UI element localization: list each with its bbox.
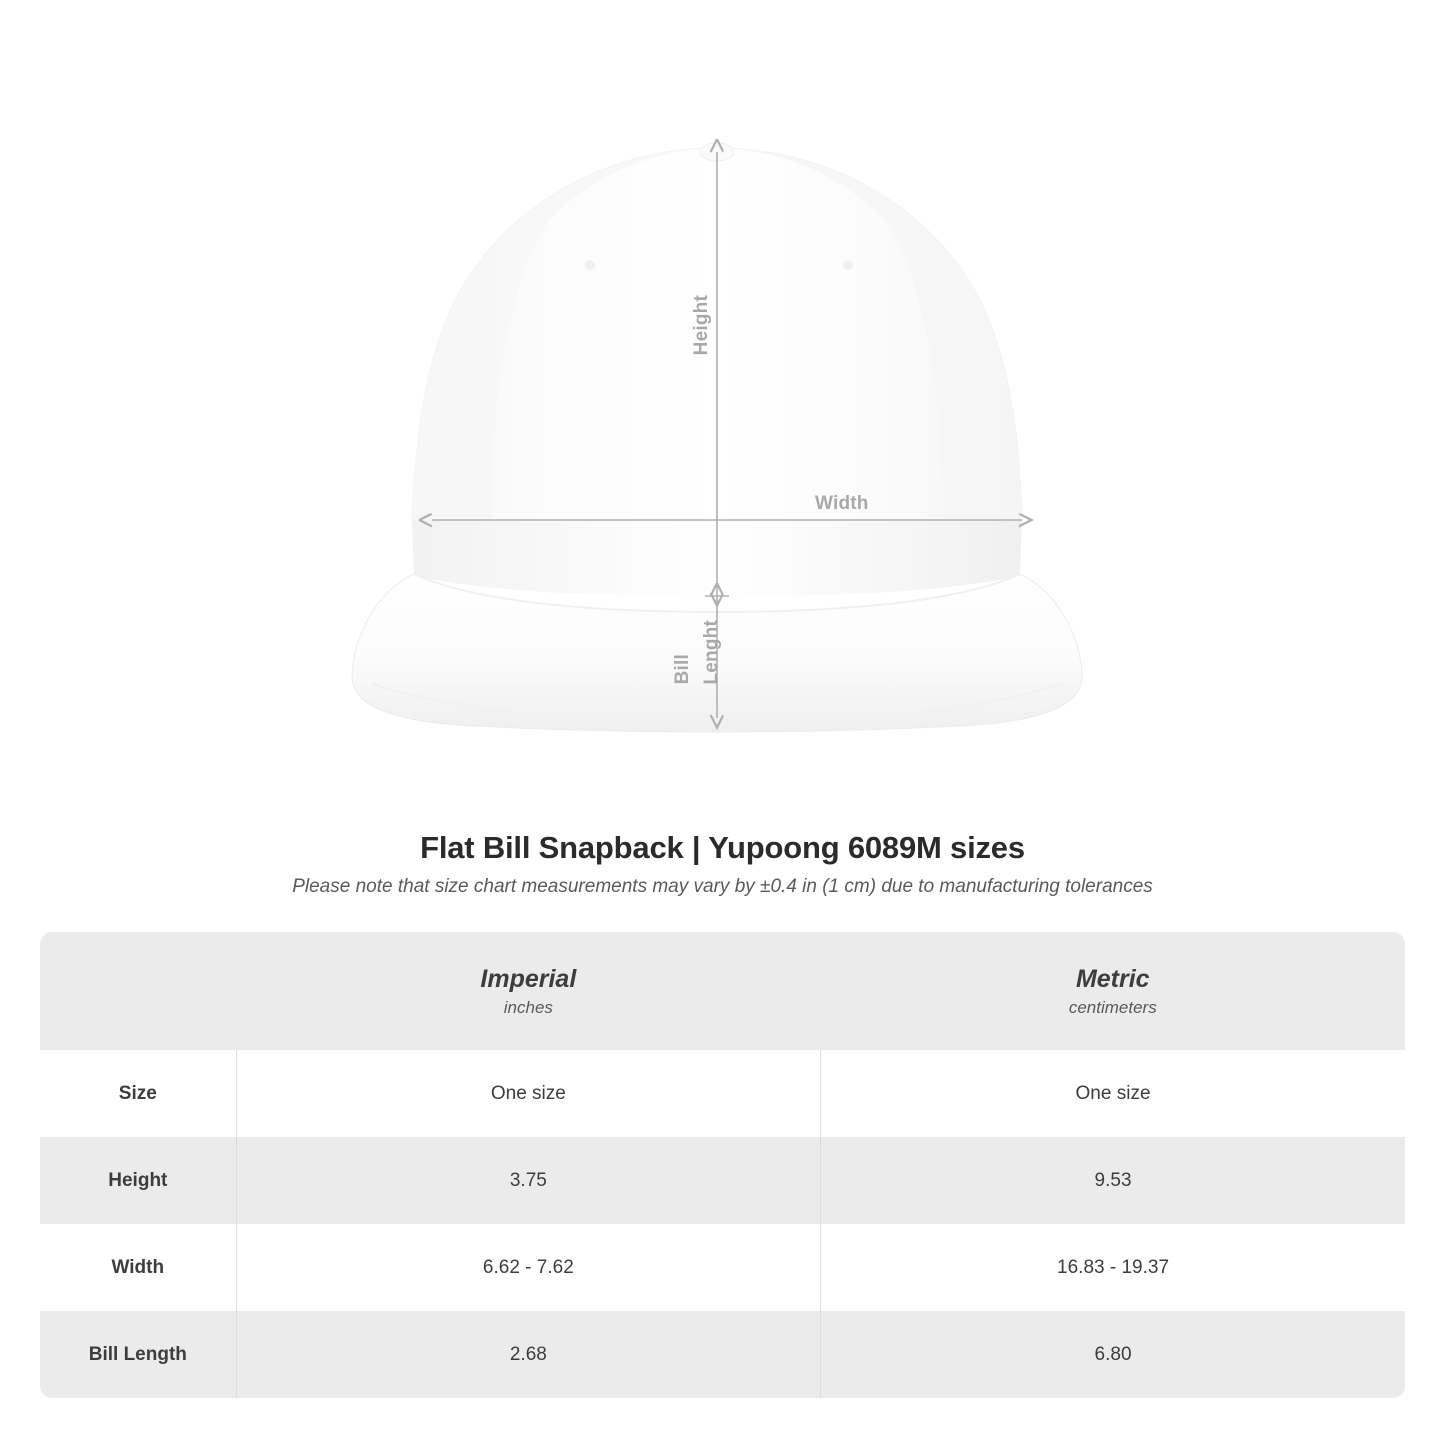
table-row — [40, 1224, 1405, 1311]
tolerance-note: Please note that size chart measurements may vary by ±0.4 in (1 cm) due to manufacturing tolerances — [292, 876, 1153, 897]
cell-bill-length-metric: 6.80 — [821, 1311, 1405, 1398]
header-metric-sub: centimeters — [1068, 998, 1157, 1017]
table-row — [40, 1311, 1405, 1398]
height-dimension-label: Height — [691, 295, 712, 356]
table-body — [40, 1050, 1405, 1398]
cell-width-metric: 16.83 - 19.37 — [821, 1224, 1405, 1311]
header-metric-name: Metric — [1075, 965, 1150, 993]
header-imperial-name: Imperial — [480, 965, 577, 993]
header-imperial — [236, 932, 820, 1050]
bill-length-line-2: Lenght — [701, 620, 723, 685]
eyelet-right — [843, 260, 853, 270]
cell-size-metric: One size — [821, 1050, 1405, 1137]
table-row — [40, 1050, 1405, 1137]
cell-bill-length-imperial: 2.68 — [236, 1311, 820, 1398]
cell-width-imperial: 6.62 - 7.62 — [236, 1224, 820, 1311]
width-dimension-label: Width — [815, 493, 869, 514]
row-label-size: Size — [40, 1050, 236, 1137]
bill-length-dimension-label — [672, 620, 723, 690]
title-block — [0, 830, 1445, 898]
row-label-height: Height — [40, 1137, 236, 1224]
eyelet-left — [585, 260, 595, 270]
size-table-wrapper — [40, 932, 1405, 1398]
row-label-width: Width — [40, 1224, 236, 1311]
header-imperial-sub: inches — [503, 998, 553, 1017]
cell-height-imperial: 3.75 — [236, 1137, 820, 1224]
header-metric — [821, 932, 1405, 1050]
row-label-bill-length: Bill Length — [40, 1311, 236, 1398]
unit-header-row — [40, 932, 1405, 1050]
cell-size-imperial: One size — [236, 1050, 820, 1137]
page-title: Flat Bill Snapback | Yupoong 6089M sizes — [420, 830, 1025, 865]
table-row — [40, 1137, 1405, 1224]
table-header — [40, 932, 1405, 1050]
bill-length-line-1: Bill — [672, 654, 693, 685]
cell-height-metric: 9.53 — [821, 1137, 1405, 1224]
size-table — [40, 932, 1405, 1398]
header-empty-cell — [40, 932, 236, 1050]
